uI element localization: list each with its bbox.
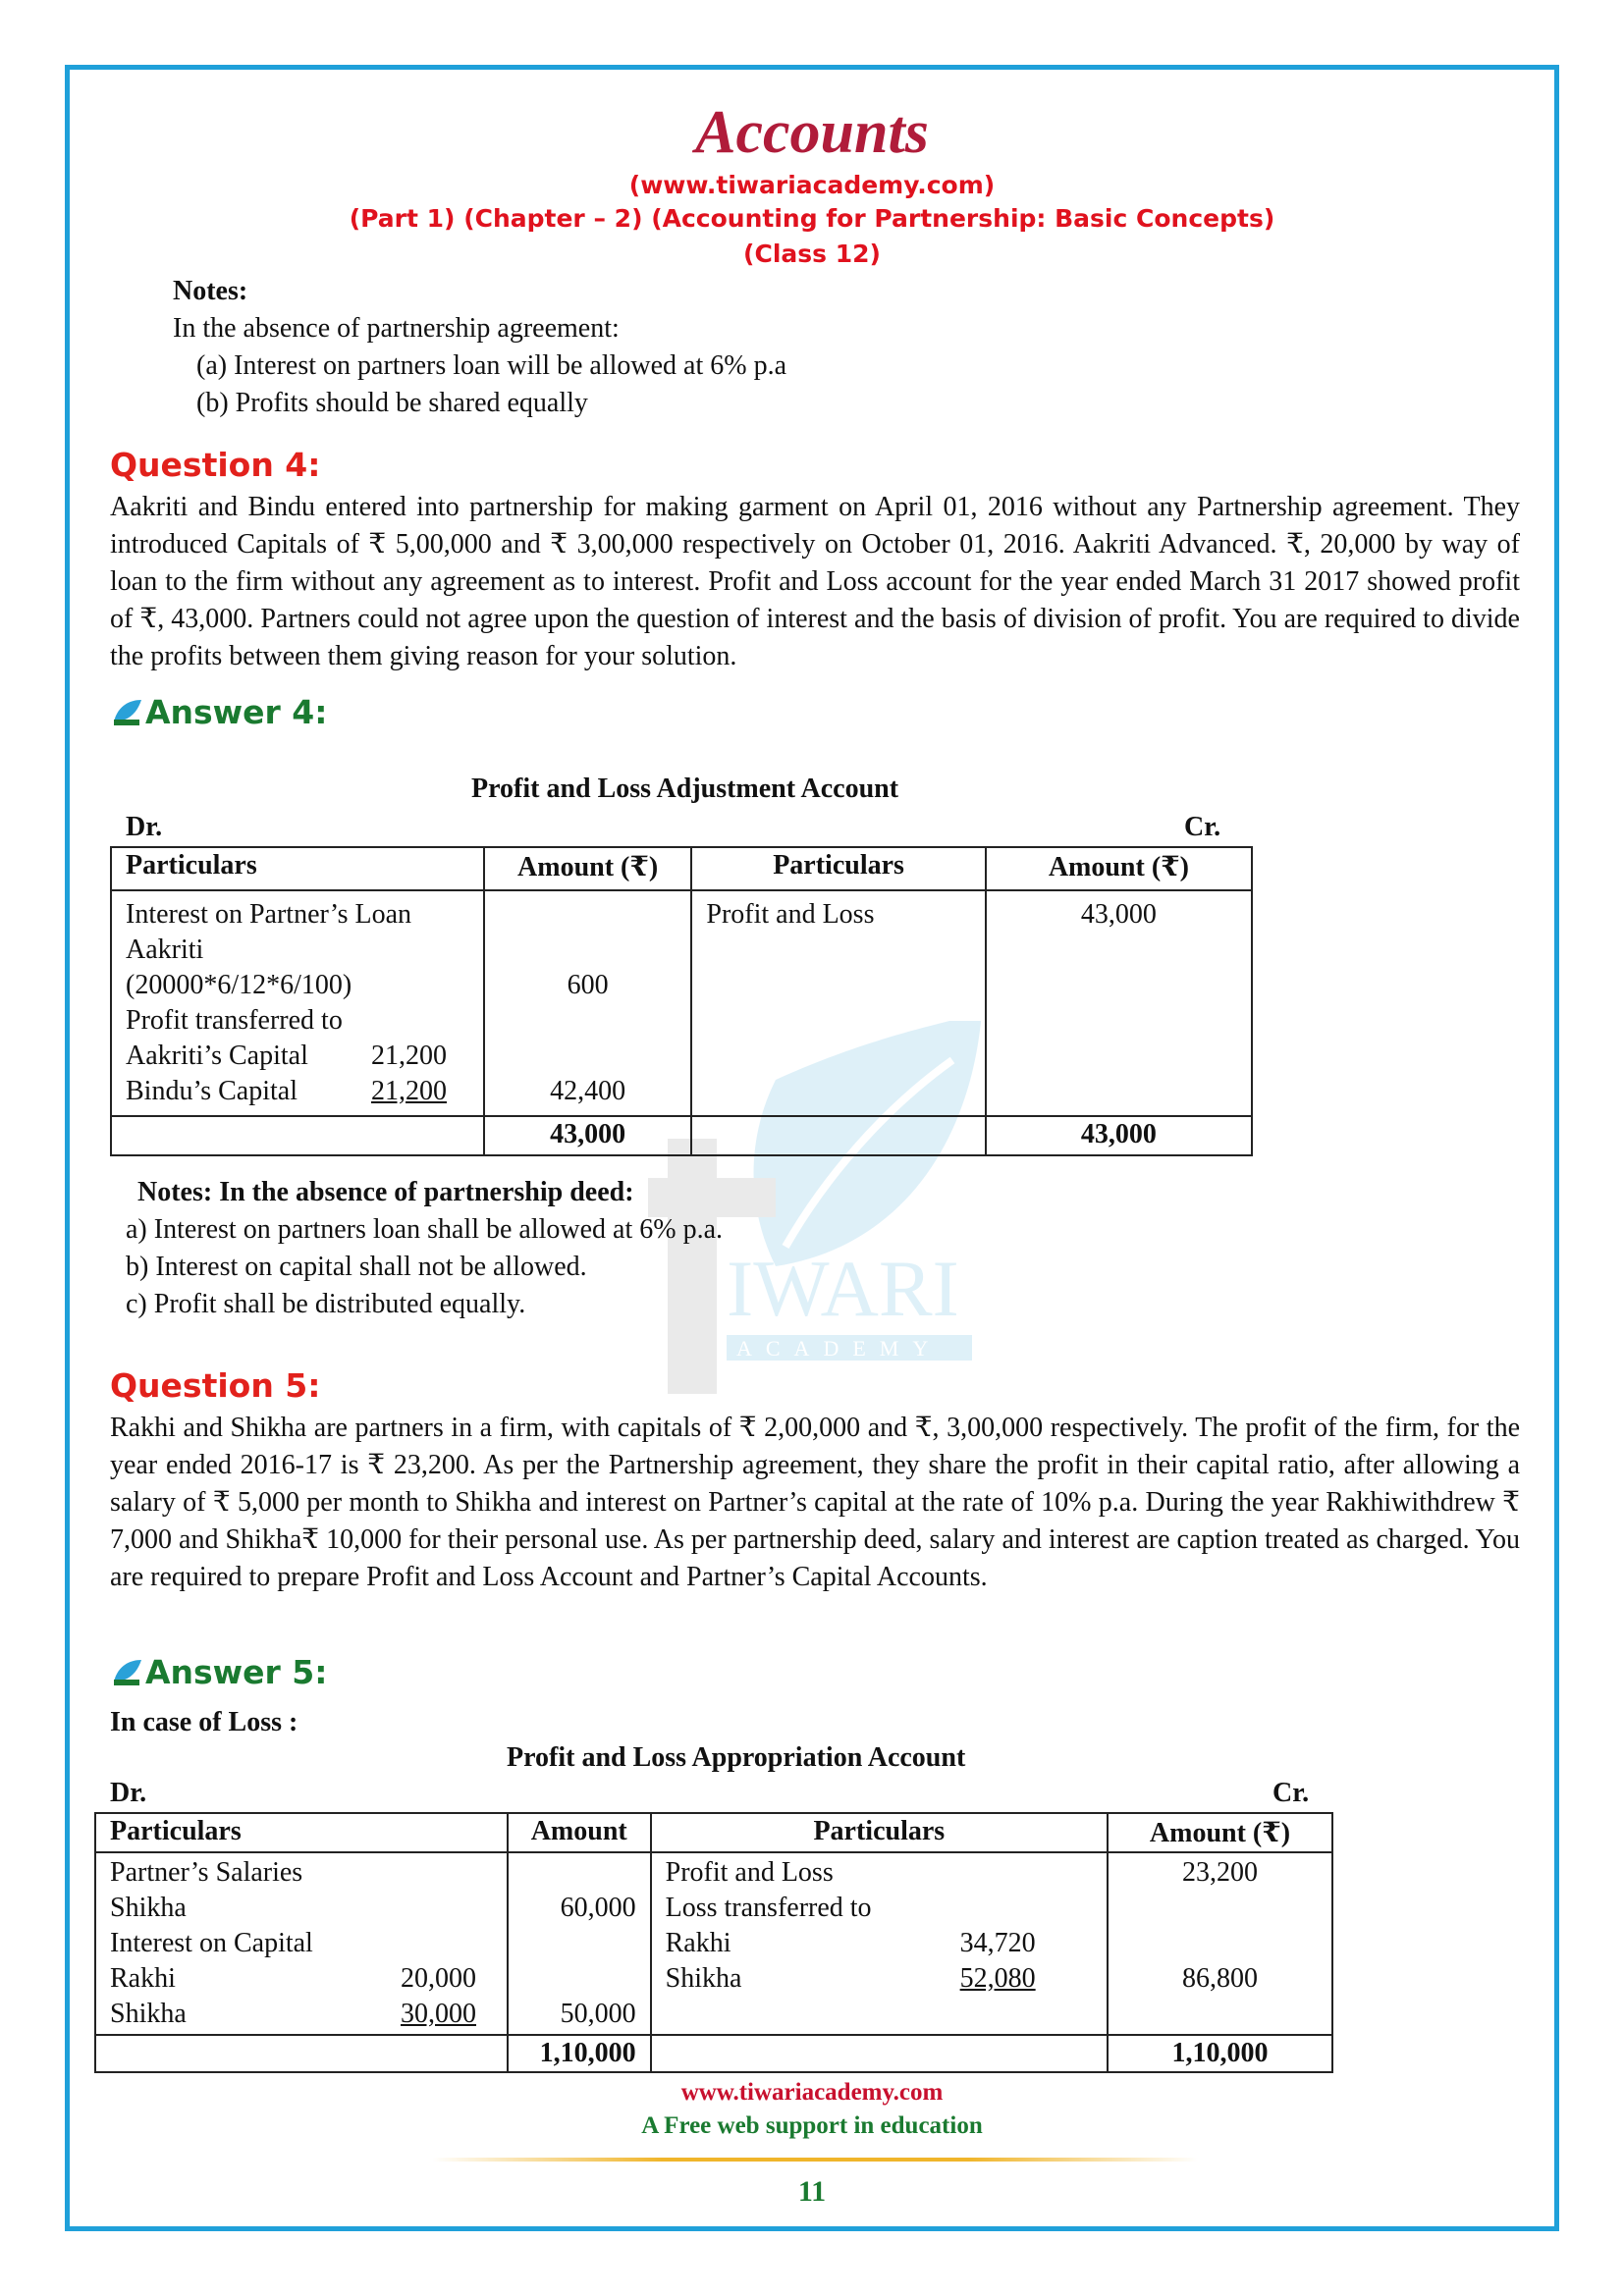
- question-5-heading: Question 5:: [110, 1366, 321, 1405]
- header-website: (www.tiwariacademy.com): [628, 171, 996, 199]
- svg-text:IWARI: IWARI: [727, 1244, 959, 1333]
- a4-note: c) Profit shall be distributed equally.: [126, 1289, 526, 1319]
- tiwari-logo-icon: [110, 696, 143, 729]
- credit-amounts: 43,000: [986, 890, 1252, 1116]
- header-chapter: (Part 1) (Chapter – 2) (Accounting for Partnership: Basic Concepts): [349, 204, 1275, 233]
- a5-cr-label: Cr.: [1272, 1778, 1310, 1808]
- table-total-row: [111, 1116, 1252, 1155]
- answer-5-heading: [110, 1653, 327, 1691]
- debit-amounts: 600 42,400: [484, 890, 692, 1116]
- question-4-heading: Question 4:: [110, 446, 321, 484]
- col-header: Particulars: [651, 1813, 1108, 1852]
- page-number: 11: [797, 2175, 827, 2208]
- debit-particulars: Interest on Partner’s Loan Aakriti (20000*6/12*6/100) Profit transferred to Aakriti’s Capital 21,200 Bindu’s Capital 21,200: [111, 890, 484, 1116]
- a4-table-title: Profit and Loss Adjustment Account: [471, 774, 899, 804]
- col-header: Amount (₹): [986, 847, 1252, 890]
- footer-tagline: A Free web support in education: [641, 2112, 983, 2139]
- a4-notes-heading: Notes: In the absence of partnership deed:: [137, 1177, 634, 1207]
- footer-website-link[interactable]: www.tiwariacademy.com: [680, 2079, 944, 2106]
- footer-divider: [432, 2158, 1198, 2162]
- page-title: Accounts: [695, 99, 929, 166]
- notes-item: (b) Profits should be shared equally: [196, 388, 588, 418]
- table-total-row: [95, 2035, 1332, 2072]
- a4-cr-label: Cr.: [1184, 812, 1221, 842]
- total-credit: 1,10,000: [1108, 2035, 1332, 2072]
- notes-heading: Notes:: [173, 276, 248, 306]
- profit-loss-appropriation-table: [94, 1812, 1333, 2073]
- col-header: Particulars: [95, 1813, 508, 1852]
- notes-item: (a) Interest on partners loan will be allowed at 6% p.a: [196, 350, 787, 381]
- table-row: [95, 1852, 1332, 2035]
- a4-dr-label: Dr.: [126, 812, 163, 842]
- answer-4-label: Answer 4:: [145, 693, 328, 731]
- question-4-text: Aakriti and Bindu entered into partnership for making garment on April 01, 2016 without any Partnership agreement. They introduced Capitals of ₹ 5,00,000 and ₹ 3,00,000 respectively on October 01, 2016. Aakriti Advanced. ₹, 20,000 by way of loan to the firm without any agreement as to interest. Profit and Loss account for the year ended March 31 2017 showed profit of ₹, 43,000. Partners could not agree upon the question of interest and the basis of division of profit. You are required to divide the profits between them giving reason for your solution.: [110, 492, 1520, 671]
- answer-4-heading: [110, 693, 327, 731]
- col-header: Amount: [508, 1813, 651, 1852]
- header-class: (Class 12): [743, 240, 881, 268]
- notes-intro: In the absence of partnership agreement:: [173, 313, 620, 344]
- debit-particulars: Partner’s Salaries Shikha Interest on Capital Rakhi 20,000 Shikha 30,000: [95, 1852, 508, 2035]
- svg-text:ACADEMY: ACADEMY: [736, 1336, 943, 1361]
- profit-loss-adjustment-table: [110, 846, 1253, 1156]
- debit-amounts: 60,000 50,000: [508, 1852, 651, 2035]
- col-header: Amount (₹): [484, 847, 692, 890]
- total-credit: 43,000: [986, 1116, 1252, 1155]
- total-debit: 1,10,000: [508, 2035, 651, 2072]
- a4-note: b) Interest on capital shall not be allowed.: [126, 1252, 587, 1282]
- table-header-row: [95, 1813, 1332, 1852]
- question-5-text: Rakhi and Shikha are partners in a firm, with capitals of ₹ 2,00,000 and ₹, 3,00,000 respectively. The profit of the firm, for the year ended 2016-17 is ₹ 23,200. As per the Partnership agreement, they share the profit in their capital ratio, after allowing a salary of ₹ 5,000 per month to Shikha and interest on Partner’s capital at the rate of 10% p.a. During the year Rakhiwithdrew ₹ 7,000 and Shikha₹ 10,000 for their personal use. As per partnership deed, salary and interest are caption treated as charged. You are required to prepare Profit and Loss Account and Partner’s Capital Accounts.: [110, 1413, 1520, 1592]
- credit-particulars: Profit and Loss Loss transferred to Rakhi 34,720 Shikha 52,080: [651, 1852, 1108, 2035]
- col-header: Amount (₹): [1108, 1813, 1332, 1852]
- col-header: Particulars: [691, 847, 985, 890]
- tiwari-logo-icon: [110, 1656, 143, 1689]
- a5-dr-label: Dr.: [110, 1778, 147, 1808]
- credit-particulars: Profit and Loss: [691, 890, 985, 1116]
- a5-case-label: In case of Loss :: [110, 1707, 298, 1737]
- table-row: [111, 890, 1252, 1116]
- col-header: Particulars: [111, 847, 484, 890]
- a4-note: a) Interest on partners loan shall be allowed at 6% p.a.: [126, 1214, 724, 1245]
- table-header-row: [111, 847, 1252, 890]
- answer-5-label: Answer 5:: [145, 1653, 328, 1691]
- a5-table-title: Profit and Loss Appropriation Account: [507, 1742, 966, 1773]
- total-debit: 43,000: [484, 1116, 692, 1155]
- credit-amounts: 23,200 86,800: [1108, 1852, 1332, 2035]
